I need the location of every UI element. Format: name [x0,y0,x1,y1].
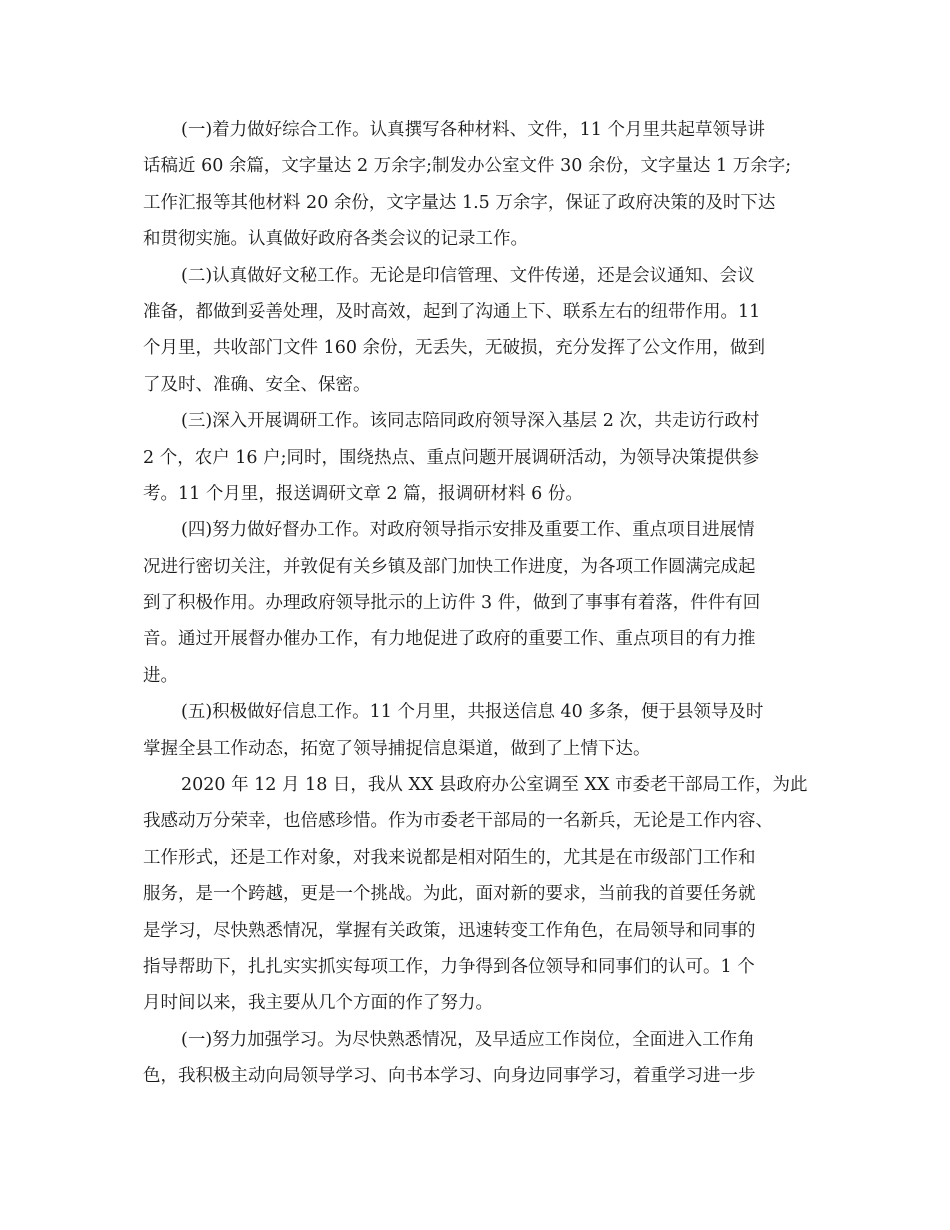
text-line: 是学习，尽快熟悉情况，掌握有关政策，迅速转变工作角色，在局领导和同事的 [143,920,756,941]
text-line: 音。通过开展督办催办工作，有力地促进了政府的重要工作、重点项目的有力推 [143,629,756,650]
text-line: (五)积极做好信息工作。11 个月里，共报送信息 40 多条，便于县领导及时 [181,702,764,723]
text-line: 指导帮助下，扎扎实实抓实每项工作，力争得到各位领导和同事们的认可。1 个 [143,956,755,977]
text-line: 话稿近 60 余篇，文字量达 2 万余字;制发办公室文件 30 余份，文字量达 1 万余字; [143,156,792,177]
text-line: 工作形式，还是工作对象，对我来说都是相对陌生的，尤其是在市级部门工作和 [143,847,756,868]
text-line: (三)深入开展调研工作。该同志陪同政府领导深入基层 2 次，共走访行政村 [181,411,760,432]
text-line: 况进行密切关注，并敦促有关乡镇及部门加快工作进度，为各项工作圆满完成起 [143,556,756,577]
text-line: (四)努力做好督办工作。对政府领导指示安排及重要工作、重点项目进展情 [181,520,755,541]
text-line: 了及时、准确、安全、保密。 [143,374,371,395]
document-body [143,112,811,1095]
text-line: 2020 年 12 月 18 日，我从 XX 县政府办公室调至 XX 市委老干部局工作，为此 [181,775,808,796]
text-line: 考。11 个月里，报送调研文章 2 篇，报调研材料 6 份。 [143,483,583,504]
text-line: (二)认真做好文秘工作。无论是印信管理、文件传递，还是会议通知、会议 [181,265,755,286]
text-line: 准备，都做到妥善处理，及时高效，起到了沟通上下、联系左右的纽带作用。11 [143,301,761,322]
text-line: (一)努力加强学习。为尽快熟悉情况，及早适应工作岗位，全面进入工作角 [181,1029,755,1050]
text-line: 到了积极作用。办理政府领导批示的上访件 3 件，做到了事事有着落，件件有回 [143,593,761,614]
text-line: 2 个，农户 16 户;同时，围绕热点、重点问题开展调研活动，为领导决策提供参 [143,447,759,468]
text-line: 月时间以来，我主要从几个方面的作了努力。 [143,993,493,1014]
text-line: 色，我积极主动向局领导学习、向书本学习、向身边同事学习，着重学习进一步 [143,1066,756,1087]
text-line: (一)着力做好综合工作。认真撰写各种材料、文件，11 个月里共起草领导讲 [181,120,765,140]
text-line: 工作汇报等其他材料 20 余份，文字量达 1.5 万余字，保证了政府决策的及时下达 [143,192,776,213]
text-line: 掌握全县工作动态，拓宽了领导捕捉信息渠道，做到了上情下达。 [143,738,651,759]
text-line: 个月里，共收部门文件 160 余份，无丢失，无破损，充分发挥了公文作用，做到 [143,338,766,359]
text-line: 服务，是一个跨越，更是一个挑战。为此，面对新的要求，当前我的首要任务就 [143,884,756,905]
text-line: 和贯彻实施。认真做好政府各类会议的记录工作。 [143,229,528,250]
text-line: 我感动万分荣幸，也倍感珍惜。作为市委老干部局的一名新兵，无论是工作内容、 [143,811,773,832]
text-line: 进。 [143,665,178,686]
